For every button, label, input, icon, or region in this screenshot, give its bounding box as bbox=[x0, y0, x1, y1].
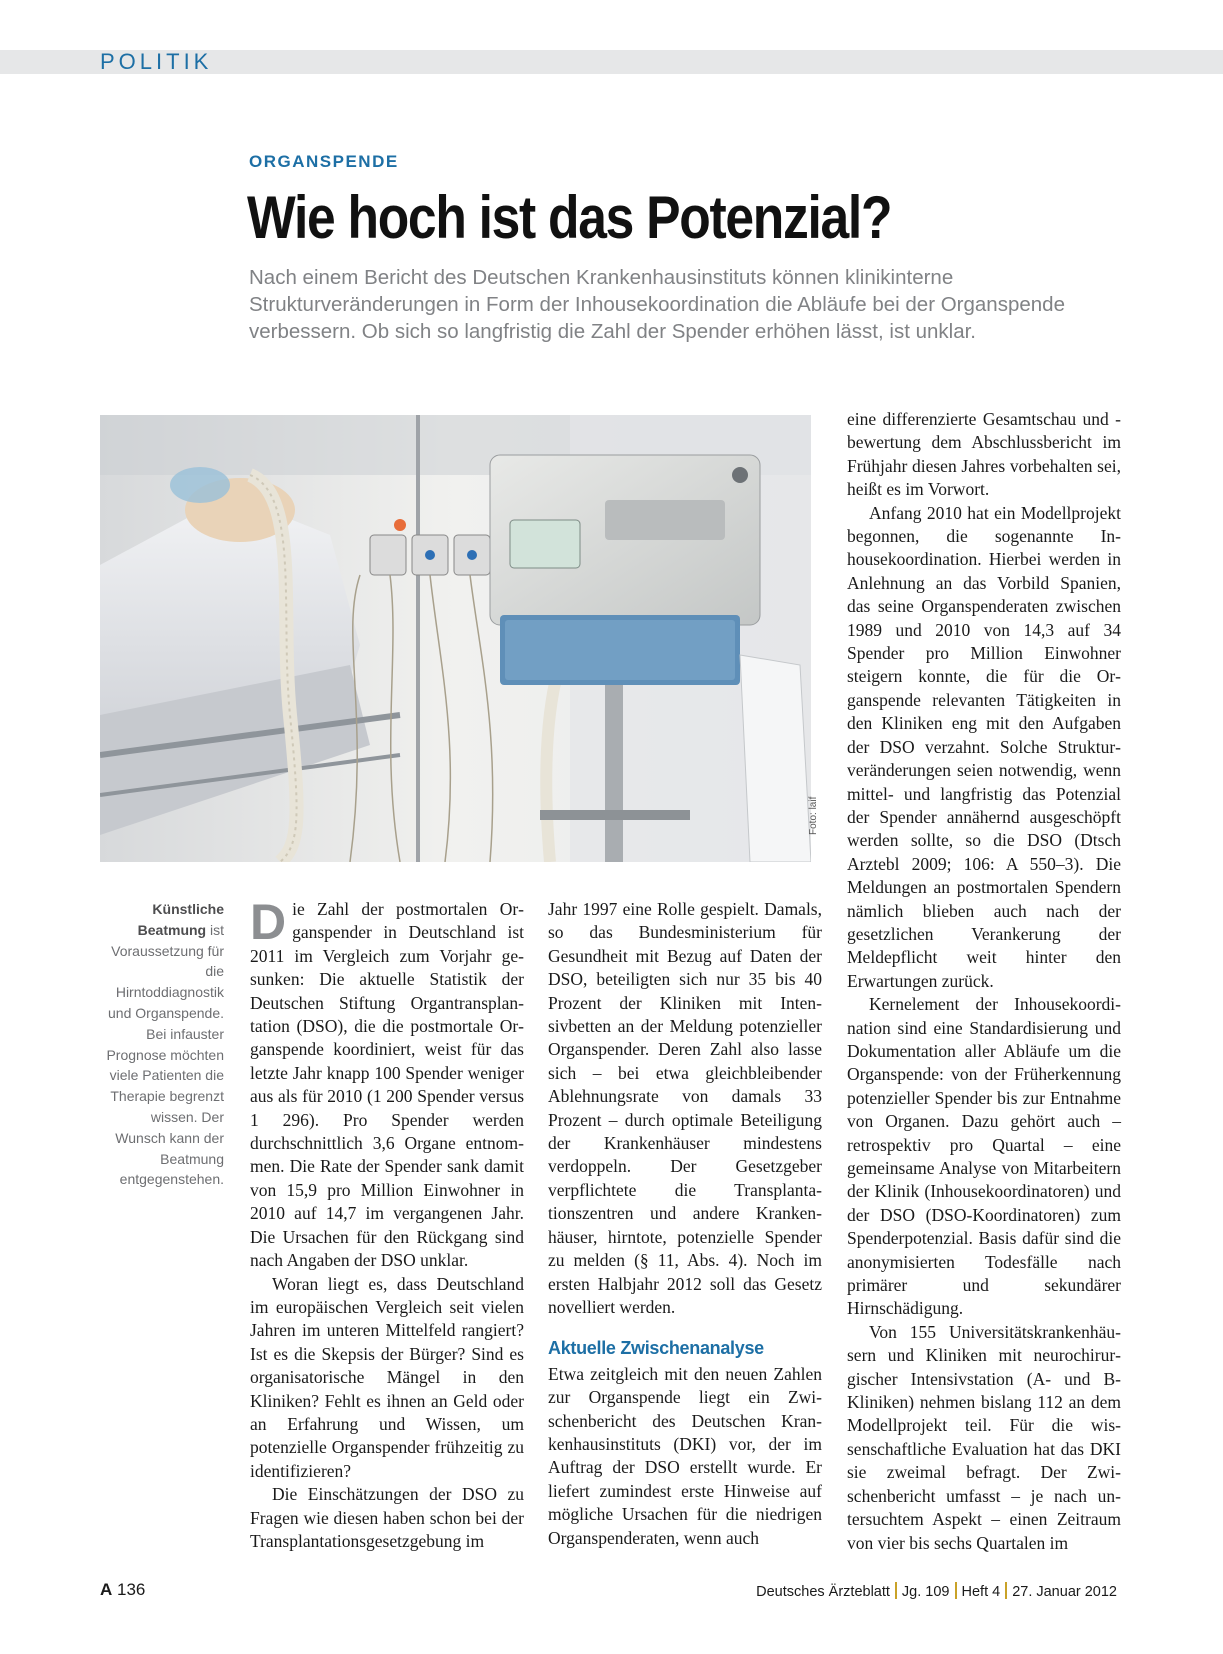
dropcap: D bbox=[250, 894, 287, 950]
page-number bbox=[100, 1580, 145, 1600]
journal-date: 27. Januar 2012 bbox=[1012, 1584, 1117, 1600]
footer-citation bbox=[756, 1582, 1117, 1600]
separator bbox=[1005, 1582, 1007, 1599]
journal-name: Deutsches Ärzteblatt bbox=[756, 1584, 890, 1600]
paragraph: Woran liegt es, dass Deutschland im europäischen Vergleich seit vielen Jahren im unteren Mittelfeld rangiert? Ist es die Skepsis der Bürger? Sind es organisatorische Mängel in den Kliniken? Fehlt es ihnen an Geld oder an Erfahrung und Wissen, um potenzielle Organspender frühzeitig zu identifizieren? bbox=[250, 1273, 524, 1481]
body-column-2 bbox=[548, 898, 822, 1550]
paragraph: Anfang 2010 hat ein Modellprojekt begonnen, die sogenannte Inhousekoordination. Hierbei werden in Anlehnung an das Vorbild Spanien, das seine Organspenderaten zwischen 1989 und 2010 von 14,3 auf 34 Spender pro Million Einwohner steigern konnte, die für die Organspende relevanten Tätigkeiten in den Kliniken eng mit den Aufgaben der DSO verzahnt. Solche Strukturveränderungen seien notwendig, wenn mittel- und langfristig das Potenzial der Spender annähernd ausgeschöpft werden sollte, so die DSO (Dtsch Arztebl 2009; 106: A 550–3). Die Meldungen an postmortalen Spendern nämlich blieben auch nach der gesetzlichen Verankerung der Meldepflicht weit hinter den Erwartungen zurück. bbox=[847, 502, 1121, 991]
body-column-3 bbox=[847, 408, 1121, 1555]
page-number-value: 136 bbox=[117, 1580, 146, 1599]
paragraph: eine differenzierte Gesamtschau und -bewertung dem Abschlussbericht im Frühjahr diesen Jahres vorbehalten sei, heißt es im Vorwort. bbox=[847, 409, 1121, 500]
section-label: POLITIK bbox=[100, 49, 213, 74]
icu-ventilator-illustration bbox=[100, 415, 811, 862]
body-column-1 bbox=[250, 894, 524, 1553]
journal-issue: Heft 4 bbox=[961, 1584, 1001, 1600]
article-lead: Nach einem Bericht des Deutschen Krankenhausinstituts können klinikinterne Strukturveränderungen in Form der Inhousekoordination die Abläufe bei der Organspende verbessern. Ob sich so langfristig die Zahl der Spender erhöhen lässt, ist unklar. bbox=[249, 266, 1065, 343]
paragraph: Etwa zeitgleich mit den neuen Zahlen zur Organspende liegt ein Zwischenbericht des Deutschen Krankenhausinstituts (DKI) vor, der im Auftrag der DSO erstellt wurde. Er liefert zumindest erste Hinweise auf mögliche Ursachen für die niedrigen Organspenderaten, wenn auch bbox=[548, 1363, 822, 1548]
paragraph: Kernelement der Inhousekoordination sind eine Standardisierung und Dokumentation aller Abläufe um die Organspende: von der Früherkennung potenzieller Spender bis zur Entnahme von Organen. Dazu gehört auch – retrospektiv pro Quartal – eine gemeinsame Analyse von Mitarbeitern der Klinik (Inhousekoordinatoren) und der DSO (DSO-Koordinatoren) zum Spenderpotenzial. Basis dafür sind die anonymisierten Todesfälle nach primärer und sekundärer Hirnschädigung. bbox=[847, 994, 1121, 1319]
paragraph: Die Einschätzungen der DSO zu Fragen wie diesen haben schon bei der Transplantationsgesetzgebung im bbox=[250, 1484, 524, 1551]
section-letter: A bbox=[100, 1580, 113, 1599]
paragraph: Von 155 Universitätskrankenhäusern und Kliniken mit neurochirurgischer Intensivstation (A- und B-Kliniken) nehmen bislang 112 an dem Modellprojekt teil. Für die wissenschaftliche Evaluation hat das DKI sie zweimal befragt. Der Zwischenbericht umfasst – je nach untersuchtem Aspekt – einen Zeitraum von vier bis sechs Quartalen im bbox=[847, 1321, 1121, 1553]
paragraph: Jahr 1997 eine Rolle gespielt. Damals, so das Bundesministerium für Gesundheit mit Bezug auf Daten der DSO, beteiligten sich nur 35 bis 40 Prozent der Kliniken mit Intensivbetten an der Meldung potenzieller Organspender. Deren Zahl also lasse sich – bei etwa gleichbleibender Ablehnungsrate von damals 33 Prozent – durch optimale Beteiligung der Krankenhäuser mindestens verdoppeln. Der Gesetzgeber verpflichtete die Transplantationszentren und andere Krankenhäuser, hirntote, potenzielle Spender zu melden (§ 11, Abs. 4). Noch im ersten Halbjahr 2012 soll das Gesetz novelliert werden. bbox=[548, 899, 822, 1317]
paragraph-text: ie Zahl der postmortalen Organspender in Deutschland ist 2011 im Vergleich zum Vorjahr gesunken: Die aktuelle Statistik der Deutschen Stiftung Organtransplantation (DSO), die die postmortale Organspende koordiniert, weist für das letzte Jahr knapp 100 Spender weniger aus als für 2010 (1 200 Spender versus 1 296). Pro Spender werden durchschnittlich 3,6 Organe entnommen. Die Rate der Spender sank damit von 15,9 pro Million Einwohner in 2010 auf 14,7 im vergangenen Jahr. Die Ursachen für den Rückgang sind nach Angaben der DSO unklar. bbox=[250, 899, 524, 1271]
article-photo bbox=[100, 415, 811, 862]
separator bbox=[895, 1582, 897, 1599]
separator bbox=[955, 1582, 957, 1599]
photo-caption bbox=[100, 899, 224, 1190]
journal-volume: Jg. 109 bbox=[901, 1584, 950, 1600]
photo-credit: Foto: laif bbox=[808, 796, 819, 835]
caption-text: ist Voraussetzung für die Hirntoddiagnostik und Organspende. Bei infauster Prognose möchten viele Patienten die Therapie begrenzt wissen. Der Wunsch kann der Beatmung entgegenstehen. bbox=[106, 921, 224, 1188]
article-kicker: ORGANSPENDE bbox=[249, 152, 399, 171]
paragraph bbox=[250, 894, 524, 1273]
article-title: Wie hoch ist das Potenzial? bbox=[247, 184, 892, 251]
caption-bold: Künstliche Beatmung bbox=[137, 901, 224, 938]
subheading: Aktuelle Zwischenanalyse bbox=[548, 1338, 764, 1359]
